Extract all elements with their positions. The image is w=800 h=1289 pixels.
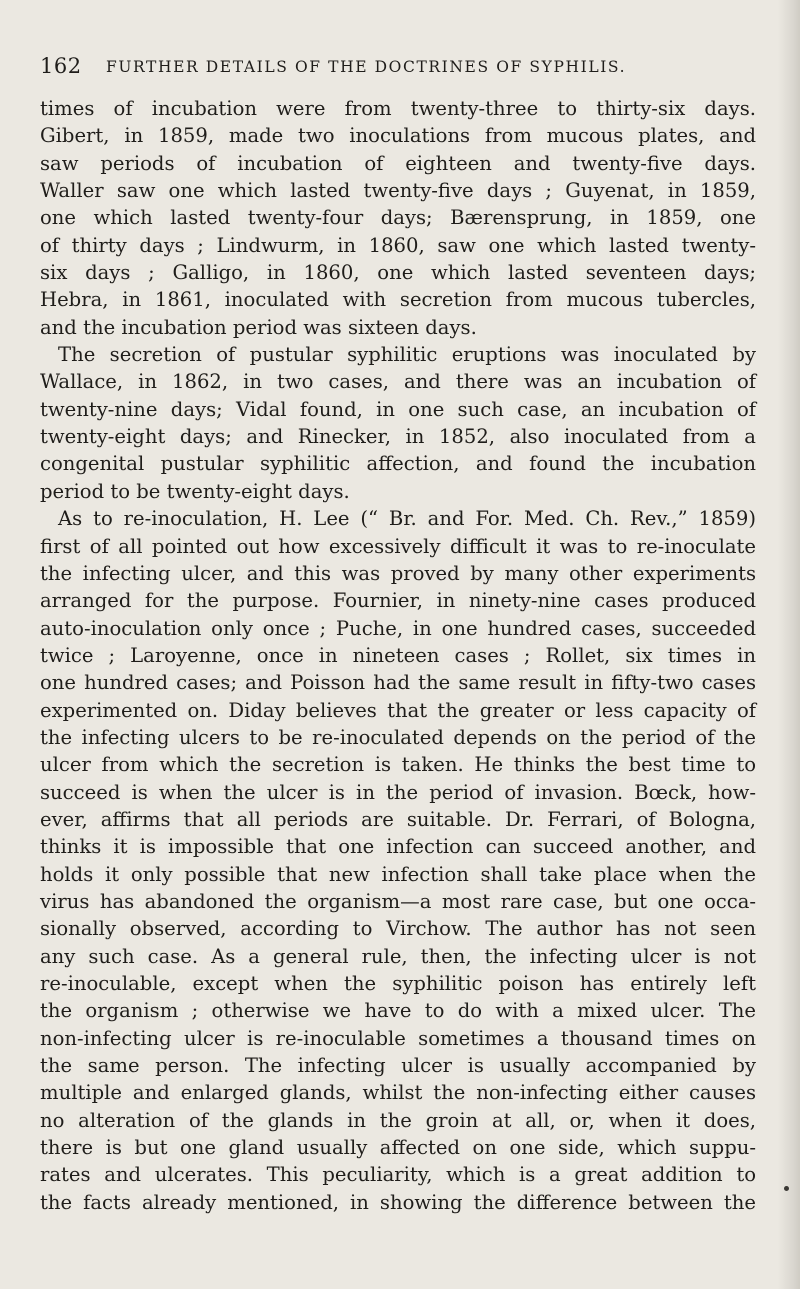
text-line: there is but one gland usually affected on one side, which suppu- <box>40 1136 756 1160</box>
text-line: holds it only possible that new infection shall take place when the <box>40 862 756 886</box>
text-line: times of incubation were from twenty-three to thirty-six days. <box>40 97 756 120</box>
text-line: ever, affirms that all periods are suitable. Dr. Ferrari, of Bologna, <box>40 807 756 831</box>
text-line: the infecting ulcers to be re-inoculated depends on the period of the <box>40 725 756 749</box>
text-line: multiple and enlarged glands, whilst the non-infecting either causes <box>40 1081 756 1105</box>
text-line: saw periods of incubation of eighteen and twenty-five days. <box>40 151 756 175</box>
page-header <box>40 54 760 82</box>
text-line: period to be twenty-eight days. <box>40 479 350 503</box>
text-line: one hundred cases; and Poisson had the same result in fifty-two cases <box>40 671 756 695</box>
text-line: Hebra, in 1861, inoculated with secretion from mucous tubercles, <box>40 288 756 312</box>
text-line: no alteration of the glands in the groin at all, or, when it does, <box>40 1108 756 1132</box>
text-line: experimented on. Diday believes that the greater or less capacity of <box>40 698 756 722</box>
text-line: thinks it is impossible that one infection can succeed another, and <box>40 835 756 859</box>
text-line: twenty-nine days; Vidal found, in one such case, an incubation of <box>40 397 756 421</box>
text-line: first of all pointed out how excessively difficult it was to re-inoculate <box>40 534 756 558</box>
text-line: one which lasted twenty-four days; Bærensprung, in 1859, one <box>40 206 756 230</box>
text-line: any such case. As a general rule, then, the infecting ulcer is not <box>40 944 756 968</box>
text-line: arranged for the purpose. Fournier, in ninety-nine cases produced <box>40 589 756 613</box>
text-line: sionally observed, according to Virchow. The author has not seen <box>40 917 756 941</box>
body-text <box>40 95 756 1216</box>
text-line: ulcer from which the secretion is taken. He thinks the best time to <box>40 753 756 777</box>
text-line: twenty-eight days; and Rinecker, in 1852, also inoculated from a <box>40 425 756 449</box>
page-number: 162 <box>40 54 82 78</box>
text-line: auto-inoculation only once ; Puche, in one hundred cases, succeeded <box>40 616 756 640</box>
margin-dot <box>784 1186 789 1191</box>
paragraph-start-line: As to re-inoculation, H. Lee (“ Br. and For. Med. Ch. Rev.,” 1859) <box>58 507 756 531</box>
text-line: virus has abandoned the organism—a most rare case, but one occa- <box>40 889 756 913</box>
text-line: the same person. The infecting ulcer is usually accompanied by <box>40 1054 756 1078</box>
text-line: rates and ulcerates. This peculiarity, which is a great addition to <box>40 1163 756 1187</box>
text-line: Gibert, in 1859, made two inoculations from mucous plates, and <box>40 124 756 148</box>
text-line: twice ; Laroyenne, once in nineteen cases ; Rollet, six times in <box>40 643 756 667</box>
running-head: FURTHER DETAILS OF THE DOCTRINES OF SYPHILIS. <box>106 58 627 76</box>
text-line: re-inoculable, except when the syphilitic poison has entirely left <box>40 972 756 995</box>
text-line: six days ; Galligo, in 1860, one which lasted seventeen days; <box>40 261 756 285</box>
text-line: non-infecting ulcer is re-inoculable sometimes a thousand times on <box>40 1026 756 1050</box>
text-line: the organism ; otherwise we have to do with a mixed ulcer. The <box>40 999 756 1023</box>
text-line: congenital pustular syphilitic affection, and found the incubation <box>40 452 756 476</box>
text-line: the infecting ulcer, and this was proved by many other experiments <box>40 561 756 585</box>
text-line: Waller saw one which lasted twenty-five days ; Guyenat, in 1859, <box>40 179 756 203</box>
text-line: Wallace, in 1862, in two cases, and there was an incubation of <box>40 370 756 394</box>
text-line: the facts already mentioned, in showing the difference between the <box>40 1190 756 1214</box>
paragraph-start-line: The secretion of pustular syphilitic eruptions was inoculated by <box>58 343 756 367</box>
text-line: of thirty days ; Lindwurm, in 1860, saw one which lasted twenty- <box>40 233 756 257</box>
page-edge-shadow <box>778 0 800 1289</box>
text-line: and the incubation period was sixteen days. <box>40 315 477 339</box>
text-line: succeed is when the ulcer is in the period of invasion. Bœck, how- <box>40 780 756 804</box>
